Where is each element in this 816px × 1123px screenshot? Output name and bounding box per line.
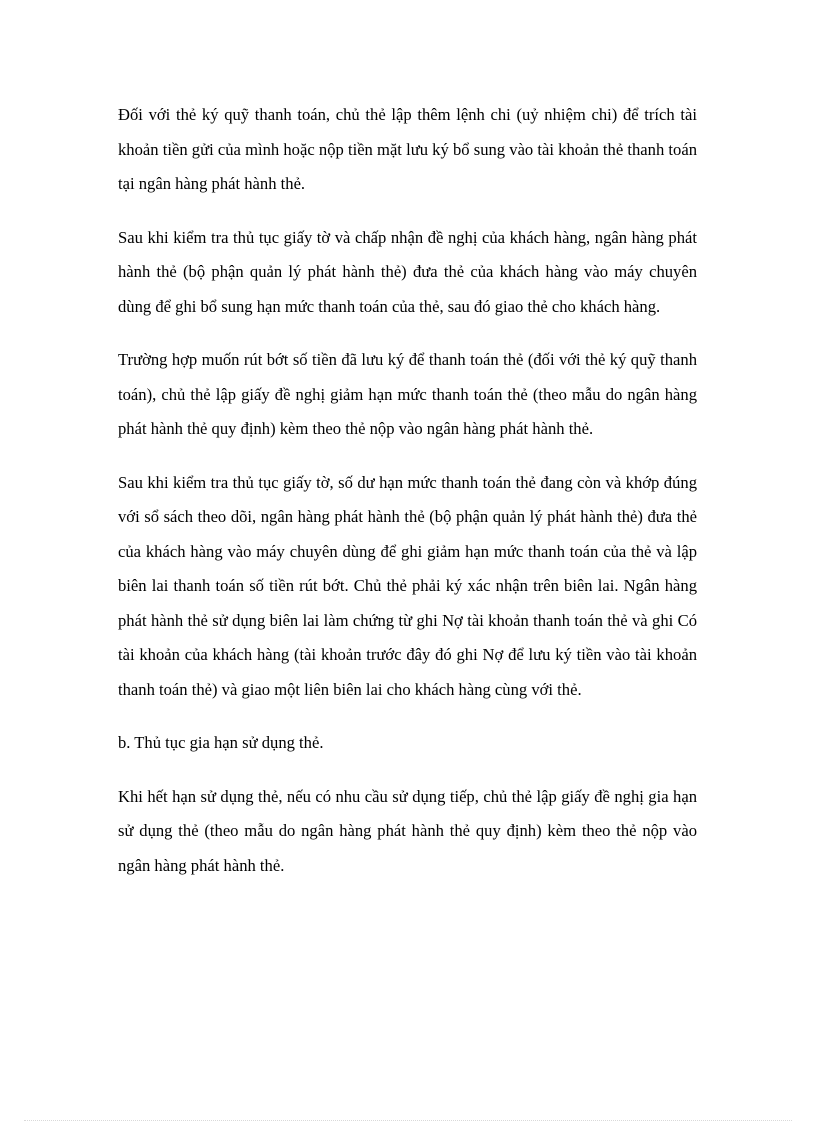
paragraph-supplement-limit: Sau khi kiểm tra thủ tục giấy tờ và chấp nhận đề nghị của khách hàng, ngân hàng phát hành thẻ (bộ phận quản lý phát hành thẻ) đưa thẻ của khách hàng vào máy chuyên dùng để ghi bổ sung hạn mức thanh toán của thẻ, sau đó giao thẻ cho khách hàng. [118,227,697,316]
paragraph-reduce-limit: Sau khi kiểm tra thủ tục giấy tờ, số dư hạn mức thanh toán thẻ đang còn và khớp đúng với sổ sách theo dõi, ngân hàng phát hành thẻ (bộ phận quản lý phát hành thẻ) đưa thẻ của khách hàng vào máy chuyên dùng để ghi giảm hạn mức thanh toán của thẻ và lập biên lai thanh toán số tiền rút bớt. Chủ thẻ phải ký xác nhận trên biên lai. Ngân hàng phát hành thẻ sử dụng biên lai làm chứng từ ghi Nợ tài khoản thanh toán thẻ và ghi Có tài khoản của khách hàng (tài khoản trước đây đó ghi Nợ để lưu ký tiền vào tài khoản thanh toán thẻ) và giao một liên biên lai cho khách hàng cùng với thẻ. [118,472,697,699]
paragraph-withdraw-request: Trường hợp muốn rút bớt số tiền đã lưu ký để thanh toán thẻ (đối với thẻ ký quỹ thanh toán), chủ thẻ lập giấy đề nghị giảm hạn mức thanh toán thẻ (theo mẫu do ngân hàng phát hành thẻ quy định) kèm theo thẻ nộp vào ngân hàng phát hành thẻ. [118,350,697,438]
section-heading-renewal: b. Thủ tục gia hạn sử dụng thẻ. [118,733,324,752]
document-page [118,98,697,902]
paragraph-renewal: Khi hết hạn sử dụng thẻ, nếu có nhu cầu sử dụng tiếp, chủ thẻ lập giấy đề nghị gia hạn sử dụng thẻ (theo mẫu do ngân hàng phát hành thẻ quy định) kèm theo thẻ nộp vào ngân hàng phát hành thẻ. [118,786,697,875]
page-bottom-divider [24,1120,792,1121]
paragraph-deposit-card: Đối với thẻ ký quỹ thanh toán, chủ thẻ lập thêm lệnh chi (uỷ nhiệm chi) để trích tài khoản tiền gửi của mình hoặc nộp tiền mặt lưu ký bổ sung vào tài khoản thẻ thanh toán tại ngân hàng phát hành thẻ. [118,105,697,193]
